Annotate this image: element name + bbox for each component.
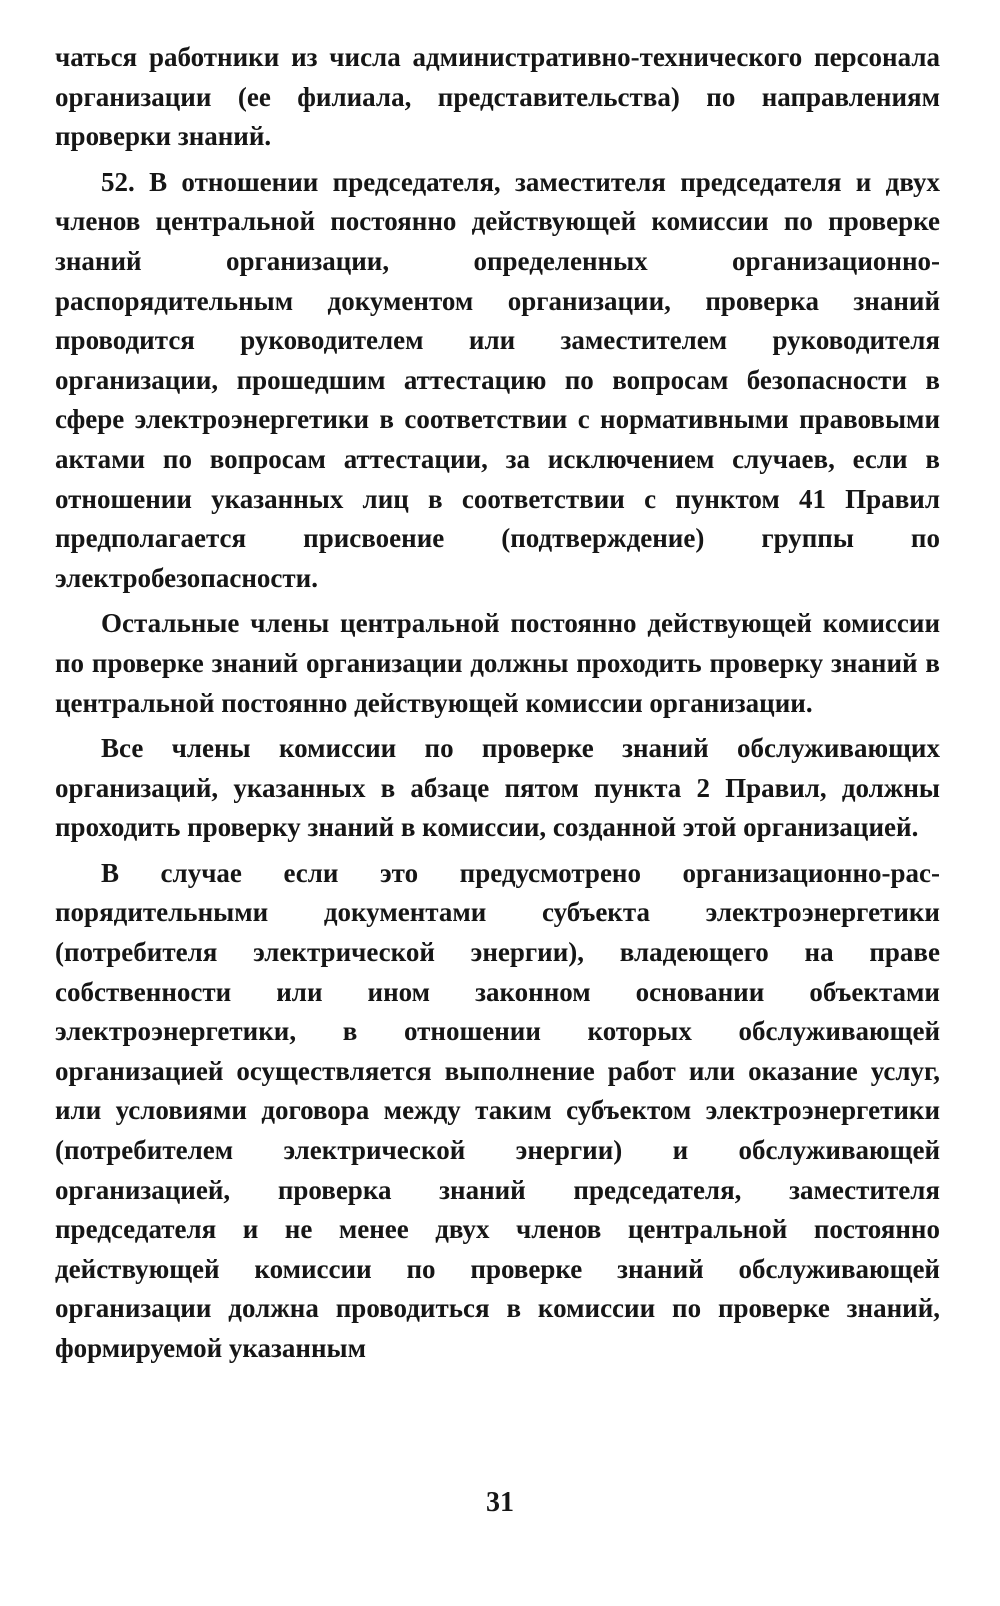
page-number: 31 xyxy=(486,1487,514,1518)
paragraph-continuation: чаться работники из числа административно-технического персонала организации (ее филиала, представительства) по направлениям проверки знаний. xyxy=(55,42,940,152)
page-body xyxy=(55,38,940,1369)
paragraph-item-52: 52. В отношении председателя, заместителя председателя и двух членов центральной постоянно действующей комиссии по проверке знаний организации, определенных организационно-распорядительным документом организации, проверка знаний проводится руководителем или заместителем руководителя организации, прошедшим аттестацию по вопросам безопасности в сфере электроэнергетики в соответствии с нормативными правовыми актами по вопросам аттестации, за исключением случаев, если в отношении указанных лиц в соответствии с пунктом 41 Правил предполагается присвоение (подтверждение) группы по электробезопасности. xyxy=(55,166,940,593)
paragraph-other-members: Остальные члены центральной постоянно действующей комиссии по проверке знаний организации должны проходить проверку знаний в центральной постоянно действующей комиссии организации. xyxy=(55,608,940,718)
paragraph-contract-case: В случае если это предусмотрено организационно-распорядительными документами субъекта электроэнергетики (потребителя электрической энергии), владеющего на праве собственности или ином законном основании объектами электроэнергетики, в отношении которых обслуживающей организацией осуществляется выполнение работ или оказание услуг, или условиями договора между таким субъектом электроэнергетики (потребителем электрической энергии) и обслуживающей организацией, проверка знаний председателя, заместителя председателя и не менее двух членов центральной постоянно действующей комиссии по проверке знаний обслуживающей организации должна проводиться в комиссии по проверке знаний, формируемой указанным xyxy=(55,857,940,1363)
paragraph-service-organizations: Все члены комиссии по проверке знаний обслуживающих организаций, указанных в абзаце пятом пункта 2 Правил, должны проходить проверку знаний в комиссии, созданной этой организацией. xyxy=(55,733,940,843)
